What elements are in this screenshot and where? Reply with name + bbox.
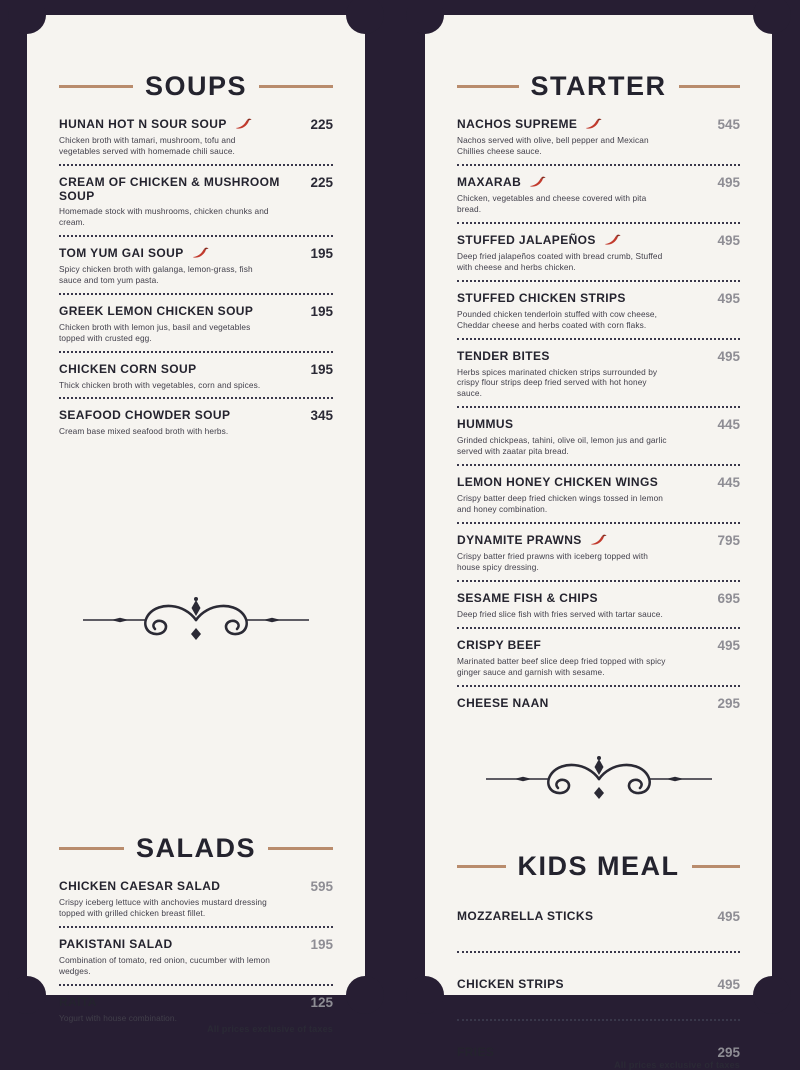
dotted-divider — [457, 627, 740, 629]
item-price: 195 — [310, 361, 333, 377]
menu-item — [59, 175, 333, 237]
item-description: Yogurt with house combination. — [59, 1013, 178, 1024]
header-rule-left — [59, 847, 124, 850]
item-price: 445 — [717, 475, 740, 491]
item-name: HUMMUS — [457, 417, 514, 432]
dotted-divider — [59, 164, 333, 166]
starter-item-list — [457, 117, 740, 711]
item-name: DYNAMITE PRAWNS — [457, 533, 582, 548]
item-price: 345 — [310, 408, 333, 424]
menu-item — [457, 696, 740, 711]
item-price: 495 — [717, 290, 740, 306]
menu-item — [59, 117, 333, 166]
dotted-divider — [59, 235, 333, 237]
header-rule-left — [59, 85, 133, 88]
item-name: CHEESE NAAN — [457, 695, 549, 710]
menu-item — [457, 475, 740, 524]
item-name: CHICKEN STRIPS — [457, 976, 564, 991]
item-description: Homemade stock with mushrooms, chicken chunks and cream. — [59, 205, 269, 227]
menu-item — [457, 533, 740, 582]
item-description: Chicken broth with lemon jus, basil and vegetables topped with crusted egg. — [59, 321, 251, 343]
item-name: STUFFED CHICKEN STRIPS — [457, 290, 626, 305]
corner-notch — [8, 976, 46, 1014]
corner-notch — [753, 976, 791, 1014]
dotted-divider — [59, 351, 333, 353]
header-rule-right — [679, 85, 741, 88]
item-price: 295 — [717, 695, 740, 711]
item-description: Marinated batter beef slice deep fried topped with spicy ginger sauce and garnish with sesame. — [457, 655, 666, 677]
item-description: Chicken broth with tamari, mushroom, tofu and vegetables served with homemade chili sauce. — [59, 135, 236, 156]
menu-item — [457, 291, 740, 340]
item-description: Pounded chicken tenderloin stuffed with cow cheese, Cheddar cheese and herbs coated with corn flaks. — [457, 308, 658, 330]
kids-meal-item-list — [457, 897, 740, 1060]
item-description: Deep fried jalapeños coated with bread crumb, Stuffed with cheese and herbs chicken. — [457, 250, 663, 272]
item-name: STUFFED JALAPEÑOS — [457, 232, 596, 247]
item-price: 545 — [717, 117, 740, 132]
item-description: Crispy batter deep fried chicken wings tossed in lemon and honey combination. — [457, 493, 664, 515]
menu-item — [457, 591, 740, 629]
section-header-starter — [457, 71, 740, 102]
item-price: 495 — [717, 348, 740, 364]
item-description: Chicken, vegetables and cheese covered with pita bread. — [457, 192, 647, 214]
section-title-kids-meal: KIDS MEAL — [517, 850, 680, 881]
chili-icon — [590, 534, 607, 546]
chili-icon — [235, 118, 252, 130]
dotted-divider — [457, 464, 740, 466]
item-description: Combination of tomato, red onion, cucumber with lemon wedges. — [59, 955, 270, 977]
menu-item — [59, 879, 333, 928]
dotted-divider — [457, 580, 740, 582]
item-name: MOZZARELLA STICKS — [457, 908, 594, 923]
item-price: 795 — [717, 533, 740, 549]
item-name: FRIES — [457, 1044, 495, 1059]
item-name: SEAFOOD CHOWDER SOUP — [59, 408, 231, 423]
corner-notch — [406, 976, 444, 1014]
item-description: Cream base mixed seafood broth with herbs. — [59, 426, 229, 437]
dotted-divider — [457, 222, 740, 224]
menu-item — [457, 233, 740, 282]
item-price: 195 — [310, 937, 333, 953]
item-name: CHICKEN CAESAR SALAD — [59, 879, 221, 894]
section-title-salads: SALADS — [136, 833, 257, 864]
item-name: LEMON HONEY CHICKEN WINGS — [457, 475, 659, 490]
item-description: Crispy batter fried prawns with iceberg topped with house spicy dressing. — [457, 551, 648, 572]
chili-icon — [529, 176, 546, 188]
section-header-kids-meal — [457, 851, 740, 882]
header-rule-right — [268, 847, 333, 850]
header-rule-left — [457, 865, 506, 868]
dotted-divider — [59, 397, 333, 399]
item-price: 495 — [717, 174, 740, 190]
item-name: RAITA — [59, 995, 97, 1010]
section-header-soups — [59, 71, 333, 102]
item-price: 225 — [310, 174, 333, 190]
salads-item-list — [59, 879, 333, 1024]
item-description: Spicy chicken broth with galanga, lemon-grass, fish sauce and tom yum pasta. — [59, 263, 253, 285]
item-name: MAXARAB — [457, 174, 522, 189]
dotted-divider — [457, 338, 740, 340]
header-rule-left — [457, 85, 519, 88]
menu-item — [457, 638, 740, 687]
item-price: 495 — [717, 976, 740, 992]
tax-note: All prices exclusive of taxes — [614, 1059, 740, 1070]
dotted-divider — [457, 951, 740, 953]
item-name: CHICKEN CORN SOUP — [59, 361, 197, 376]
corner-notch — [753, 0, 791, 34]
item-price: 595 — [310, 879, 333, 895]
chili-icon — [604, 234, 621, 246]
menu-item — [59, 937, 333, 986]
menu-item — [457, 417, 740, 466]
menu-item — [59, 408, 333, 437]
item-price: 495 — [717, 232, 740, 248]
dotted-divider — [457, 685, 740, 687]
menu-item — [59, 246, 333, 295]
item-description: Deep fried slice fish with fries served with tartar sauce. — [457, 608, 663, 619]
menu-item — [59, 304, 333, 353]
dotted-divider — [457, 522, 740, 524]
chili-icon — [192, 247, 209, 259]
menu-item — [457, 965, 740, 1021]
menu-item — [457, 349, 740, 409]
item-price: 125 — [310, 995, 333, 1011]
menu-item — [457, 897, 740, 953]
item-name: CRISPY BEEF — [457, 637, 542, 652]
item-price: 695 — [717, 590, 740, 606]
dotted-divider — [457, 1019, 740, 1021]
chili-icon — [585, 118, 602, 130]
dotted-divider — [457, 406, 740, 408]
menu-item — [457, 175, 740, 224]
item-name: SESAME FISH & CHIPS — [457, 590, 598, 605]
item-description: Nachos served with olive, bell pepper and Mexican Chillies cheese sauce. — [457, 135, 649, 156]
tax-note: All prices exclusive of taxes — [207, 1024, 333, 1035]
dotted-divider — [457, 280, 740, 282]
soups-item-list — [59, 117, 333, 437]
item-name: CREAM OF CHICKEN & MUSHROOM SOUP — [59, 174, 280, 203]
dotted-divider — [59, 926, 333, 928]
menu-card-right — [425, 15, 772, 1070]
item-price: 495 — [717, 637, 740, 653]
menu-item — [59, 995, 333, 1024]
section-header-salads — [59, 833, 333, 864]
item-name: NACHOS SUPREME — [457, 117, 578, 131]
item-price: 225 — [310, 117, 333, 132]
corner-notch — [346, 976, 384, 1014]
item-name: TENDER BITES — [457, 348, 550, 363]
item-price: 195 — [310, 303, 333, 319]
header-rule-right — [692, 865, 741, 868]
dotted-divider — [59, 984, 333, 986]
item-description: Thick chicken broth with vegetables, corn and spices. — [59, 379, 261, 390]
item-name: TOM YUM GAI SOUP — [59, 245, 184, 260]
item-name: GREEK LEMON CHICKEN SOUP — [59, 303, 254, 318]
item-price: 495 — [717, 908, 740, 924]
item-price: 295 — [717, 1044, 740, 1060]
ornament-divider — [457, 756, 740, 802]
dotted-divider — [59, 293, 333, 295]
menu-item — [457, 117, 740, 166]
item-name: PAKISTANI SALAD — [59, 937, 173, 952]
ornament-divider — [59, 597, 333, 643]
item-description: Grinded chickpeas, tahini, olive oil, lemon jus and garlic served with zaatar pita bread. — [457, 435, 667, 457]
section-title-starter: STARTER — [530, 71, 667, 101]
menu-item — [457, 1033, 740, 1060]
menu-item — [59, 362, 333, 400]
dotted-divider — [457, 164, 740, 166]
item-price: 195 — [310, 245, 333, 261]
corner-notch — [346, 0, 384, 34]
item-description: Herbs spices marinated chicken strips surrounded by crispy flour strips deep fried served with hot honey sauce. — [457, 366, 658, 399]
section-title-soups: SOUPS — [144, 71, 248, 101]
menu-card-left — [27, 15, 365, 1035]
header-rule-right — [259, 85, 333, 88]
item-name: HUNAN HOT N SOUR SOUP — [59, 117, 227, 131]
item-price: 445 — [717, 417, 740, 433]
item-description: Crispy iceberg lettuce with anchovies mustard dressing topped with grilled chicken breast fillet. — [59, 897, 267, 919]
